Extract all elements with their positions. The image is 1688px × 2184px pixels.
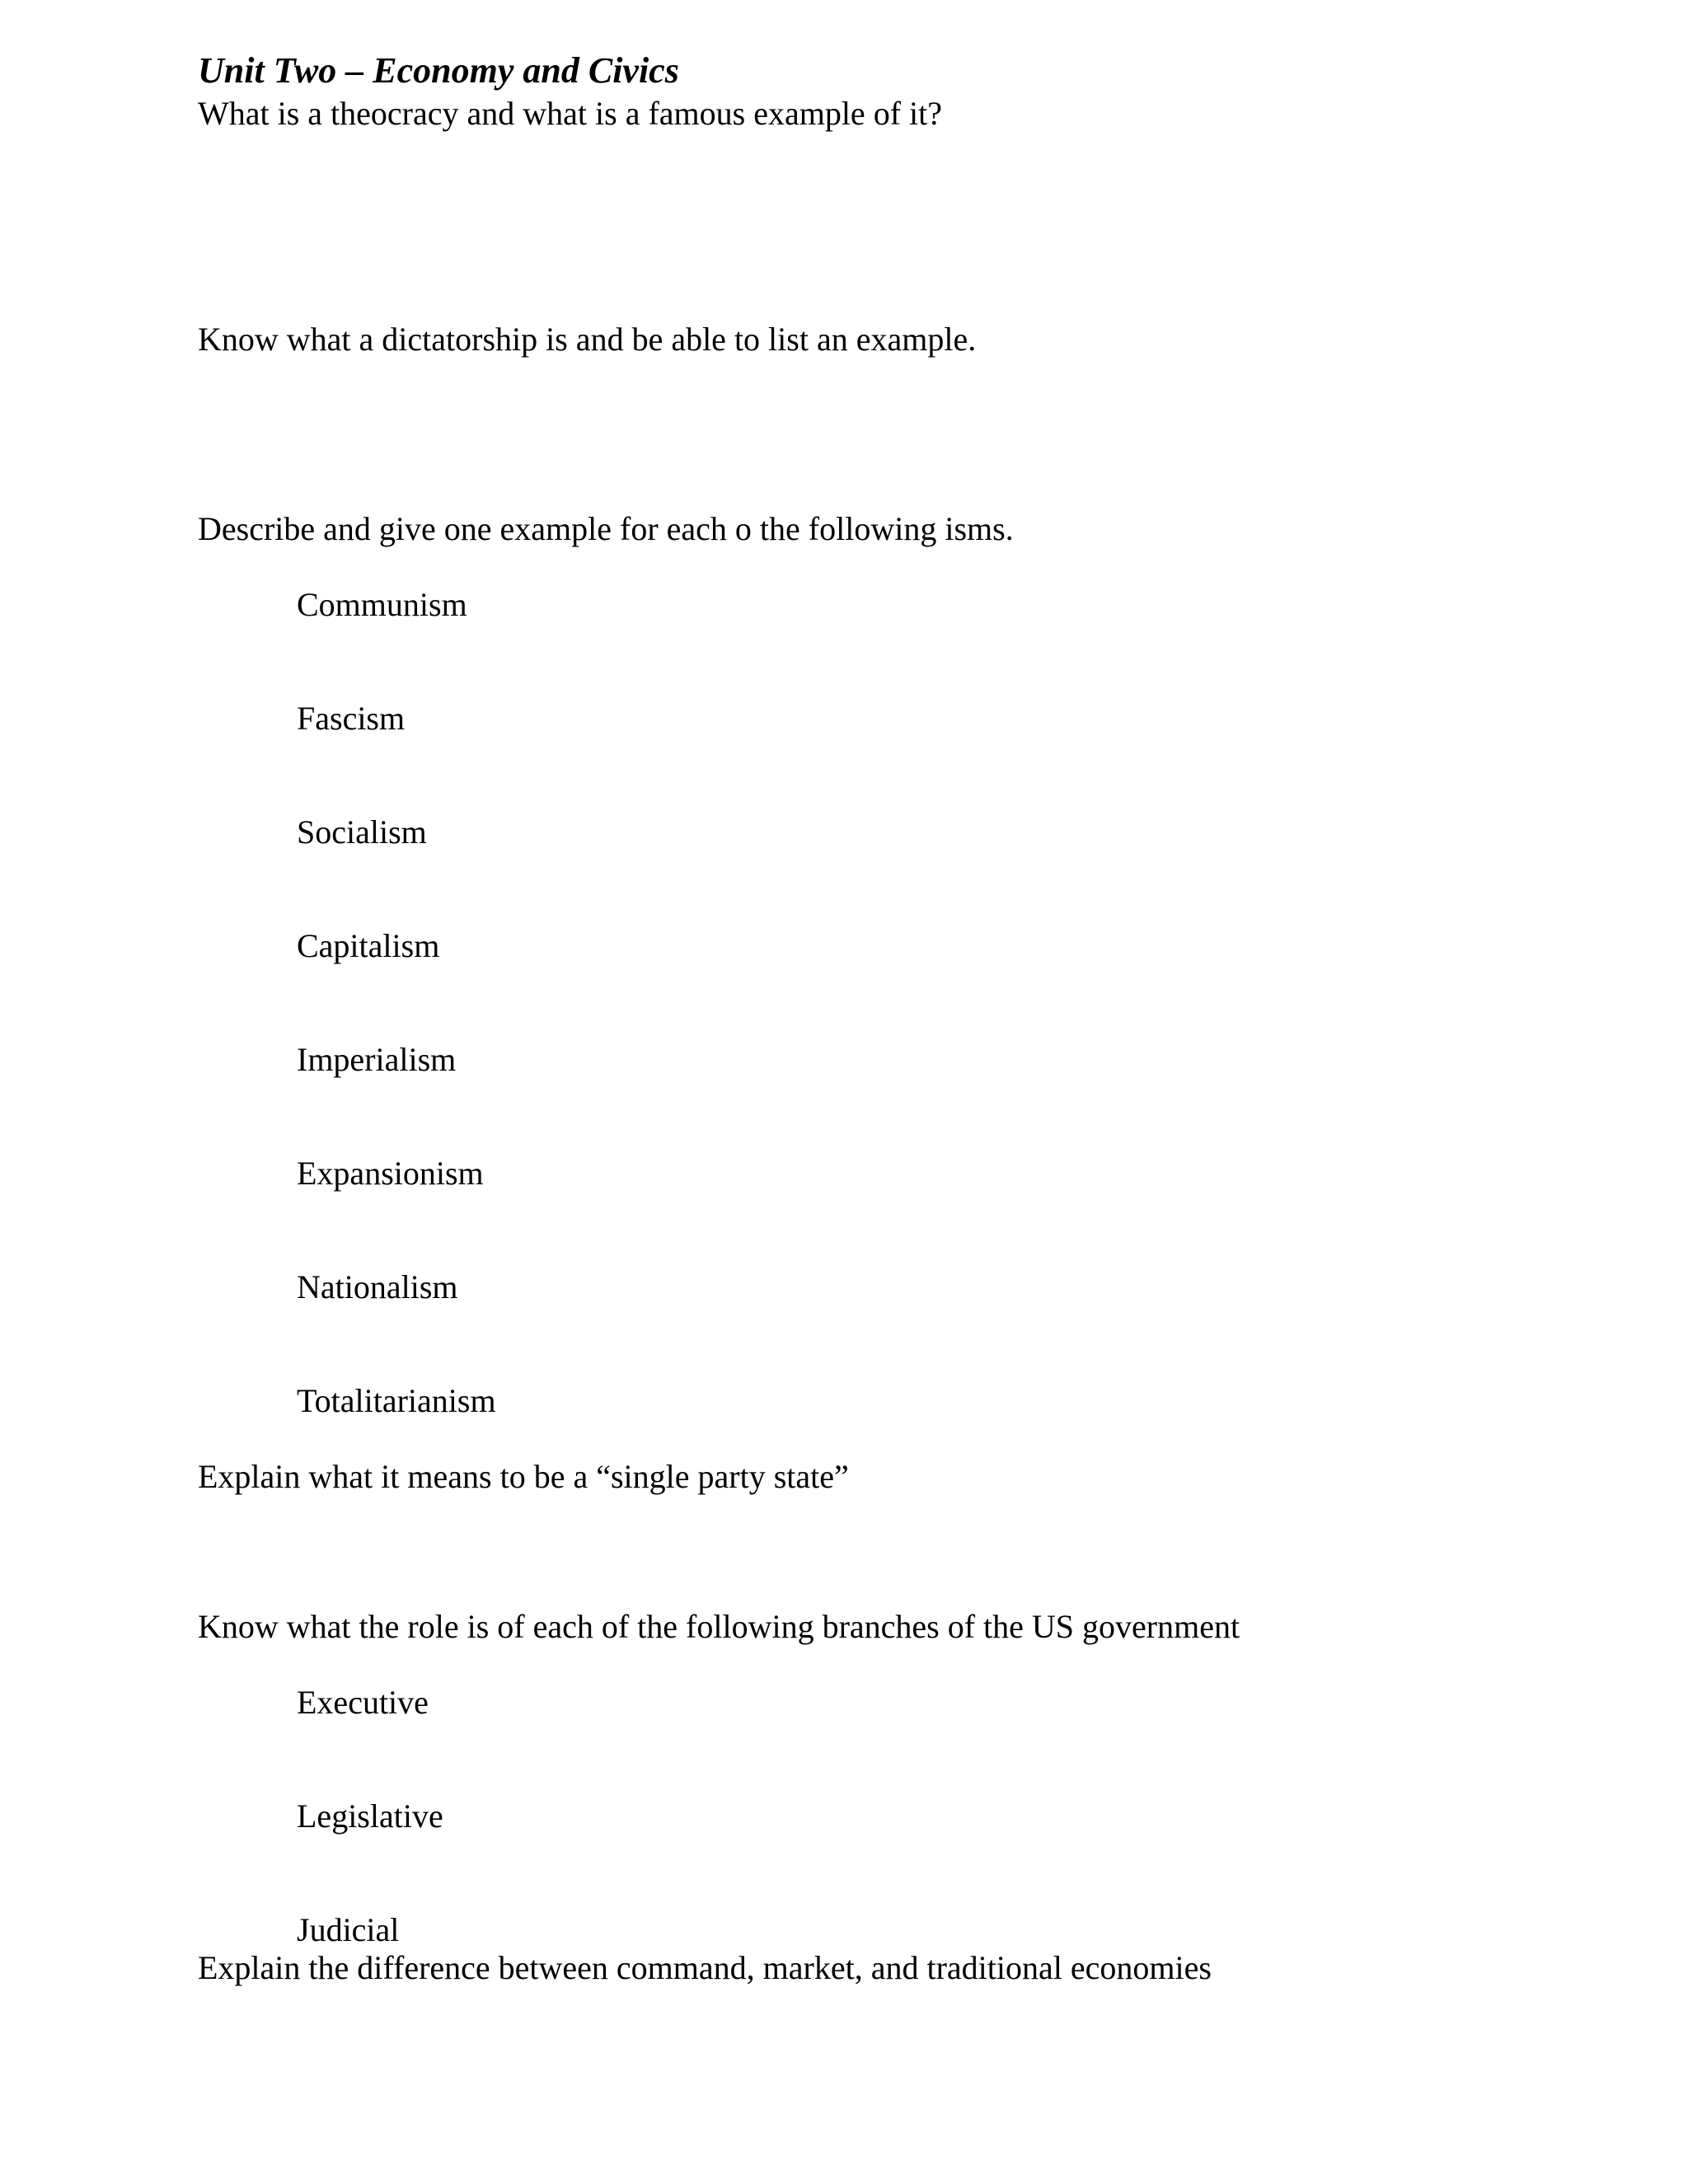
branch-item-legislative: Legislative bbox=[297, 1797, 443, 1835]
ism-item-expansionism: Expansionism bbox=[297, 1155, 484, 1192]
question-single-party: Explain what it means to be a “single party state” bbox=[198, 1458, 849, 1495]
question-branches-prompt: Know what the role is of each of the following branches of the US government bbox=[198, 1608, 1240, 1645]
question-dictatorship: Know what a dictatorship is and be able to list an example. bbox=[198, 321, 977, 358]
ism-item-nationalism: Nationalism bbox=[297, 1268, 458, 1305]
ism-item-fascism: Fascism bbox=[297, 700, 406, 737]
ism-item-imperialism: Imperialism bbox=[297, 1041, 457, 1078]
ism-item-communism: Communism bbox=[297, 586, 467, 623]
ism-item-capitalism: Capitalism bbox=[297, 927, 440, 964]
question-economies: Explain the difference between command, market, and traditional economies bbox=[198, 1949, 1212, 1986]
ism-item-totalitarianism: Totalitarianism bbox=[297, 1382, 496, 1419]
page-title: Unit Two – Economy and Civics bbox=[198, 50, 679, 91]
ism-item-socialism: Socialism bbox=[297, 813, 427, 851]
question-theocracy: What is a theocracy and what is a famous example of it? bbox=[198, 95, 942, 132]
branch-item-judicial: Judicial bbox=[297, 1911, 400, 1948]
branch-item-executive: Executive bbox=[297, 1684, 429, 1721]
question-isms-prompt: Describe and give one example for each o the following isms. bbox=[198, 510, 1014, 547]
